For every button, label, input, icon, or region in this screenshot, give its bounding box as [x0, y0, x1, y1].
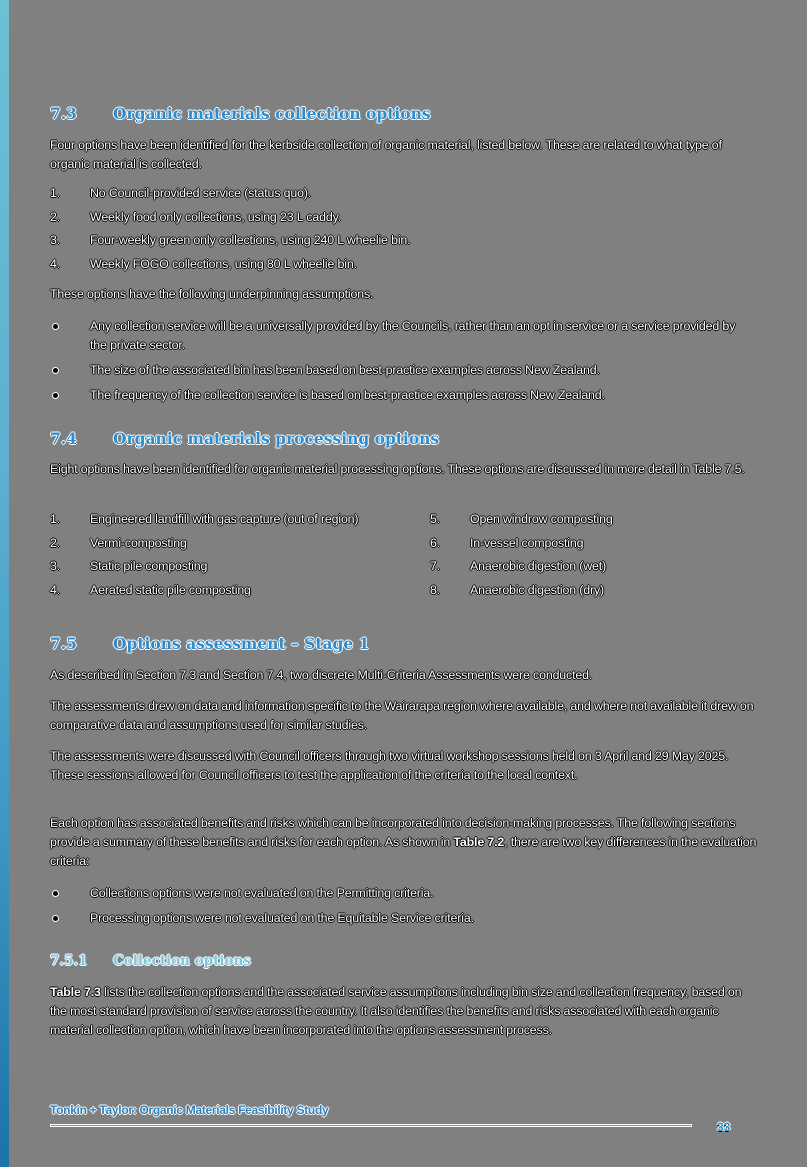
list-item: 3. Four-weekly green only collections, using 240 L wheelie bin.	[50, 233, 411, 247]
section-number: 7.4	[50, 429, 77, 448]
list-item: 4. Weekly FOGO collections, using 80 L wheelie bin.	[50, 256, 357, 271]
bullet-icon	[53, 368, 58, 373]
list-item: 8. Anaerobic digestion (dry)	[430, 582, 604, 597]
section-heading-7-3	[50, 104, 431, 123]
section-7-5-para-3: The assessments were discussed with Council officers through two virtual workshop sessions held on 3 April and 29 May 2025. These sessions allowed for Council officers to test the application of the criteria to the local context.	[50, 749, 729, 782]
section-title: Options assessment – Stage 1	[113, 634, 370, 653]
list-item: 5. Open windrow composting	[430, 512, 613, 526]
list-item: 2. Weekly food only collections, using 23 L caddy.	[50, 209, 342, 224]
list-item: 1. No Council-provided service (status quo).	[50, 186, 312, 200]
section-title: Collection options	[113, 953, 251, 969]
list-item: Any collection service will be a universally provided by the Councils, rather than an opt in service or a service provided by the private sector.	[50, 317, 750, 355]
section-heading-7-5	[50, 634, 369, 653]
table-reference-link: Table 7.2	[453, 835, 505, 849]
footer-document-title: Tonkin + Taylor: Organic Materials Feasibility Study	[50, 1103, 329, 1117]
list-item: Collections options were not evaluated on the Permitting criteria.	[50, 884, 750, 903]
processing-options-list-left	[50, 510, 380, 604]
section-heading-7-4	[50, 429, 439, 448]
section-number: 7.5	[50, 634, 77, 653]
section-number: 7.3	[50, 104, 77, 123]
processing-options-list-right	[430, 510, 760, 604]
list-item: 4. Aerated static pile composting	[50, 582, 251, 597]
section-title: Organic materials processing options	[113, 429, 440, 448]
section-7-5-1-para: Table 7.3 lists the collection options and the associated service assumptions including bin size and collection frequency, based on the most standard provision of service across the country. It also identifies the benefits and risks associated with each organic material collection option, which have been incorporated into the options assessment process.	[50, 985, 742, 1037]
list-item: 6. In-vessel composting	[430, 535, 584, 550]
section-7-5-para-1: As described in Section 7.3 and Section 7.4, two discrete Multi-Criteria Assessments were conducted.	[50, 668, 593, 682]
footer-divider	[50, 1124, 692, 1127]
list-item: 7. Anaerobic digestion (wet)	[430, 559, 607, 573]
bullet-icon	[53, 916, 58, 921]
section-7-5-para-2: The assessments drew on data and information specific to the Wairarapa region where available, and where not available it drew on comparative data and assumptions used for similar studies.	[50, 699, 754, 732]
section-7-4-intro: Eight options have been identified for organic material processing options. These options are discussed in more detail in Table 7.5.	[50, 462, 745, 476]
list-item: The frequency of the collection service is based on best-practice examples across New Zealand.	[50, 386, 750, 405]
section-number: 7.5.1	[50, 953, 88, 969]
section-7-3-intro: Four options have been identified for the kerbside collection of organic material, listed below. These are related to what type of organic material is collected.	[50, 138, 722, 171]
table-reference-link: Table 7.3	[50, 985, 101, 999]
section-title: Organic materials collection options	[113, 104, 431, 123]
section-7-5-para-4: Each option has associated benefits and risks which can be incorporated into decision-making processes. The following sections provide a summary of these benefits and risks for each option. As shown in Table 7.2, there are two key differences in the evaluation criteria:	[50, 816, 757, 868]
bullet-icon	[53, 393, 58, 398]
page-edge-accent-bar	[0, 0, 9, 1167]
bullet-icon	[53, 891, 58, 896]
bullet-icon	[53, 324, 58, 329]
page-number: 33	[717, 1120, 731, 1134]
assumptions-intro: These options have the following underpinning assumptions.	[50, 287, 374, 301]
assumptions-list	[50, 317, 750, 411]
collection-options-list	[50, 184, 760, 278]
section-heading-7-5-1	[50, 953, 251, 969]
list-item: Processing options were not evaluated on the Equitable Service criteria.	[50, 909, 750, 928]
evaluation-differences-list	[50, 884, 750, 934]
list-item: The size of the associated bin has been based on best-practice examples across New Zealand.	[50, 361, 750, 380]
list-item: 3. Static pile composting	[50, 559, 208, 573]
list-item: 2. Vermi-composting	[50, 535, 187, 550]
list-item: 1. Engineered landfill with gas capture (out of region)	[50, 512, 359, 526]
